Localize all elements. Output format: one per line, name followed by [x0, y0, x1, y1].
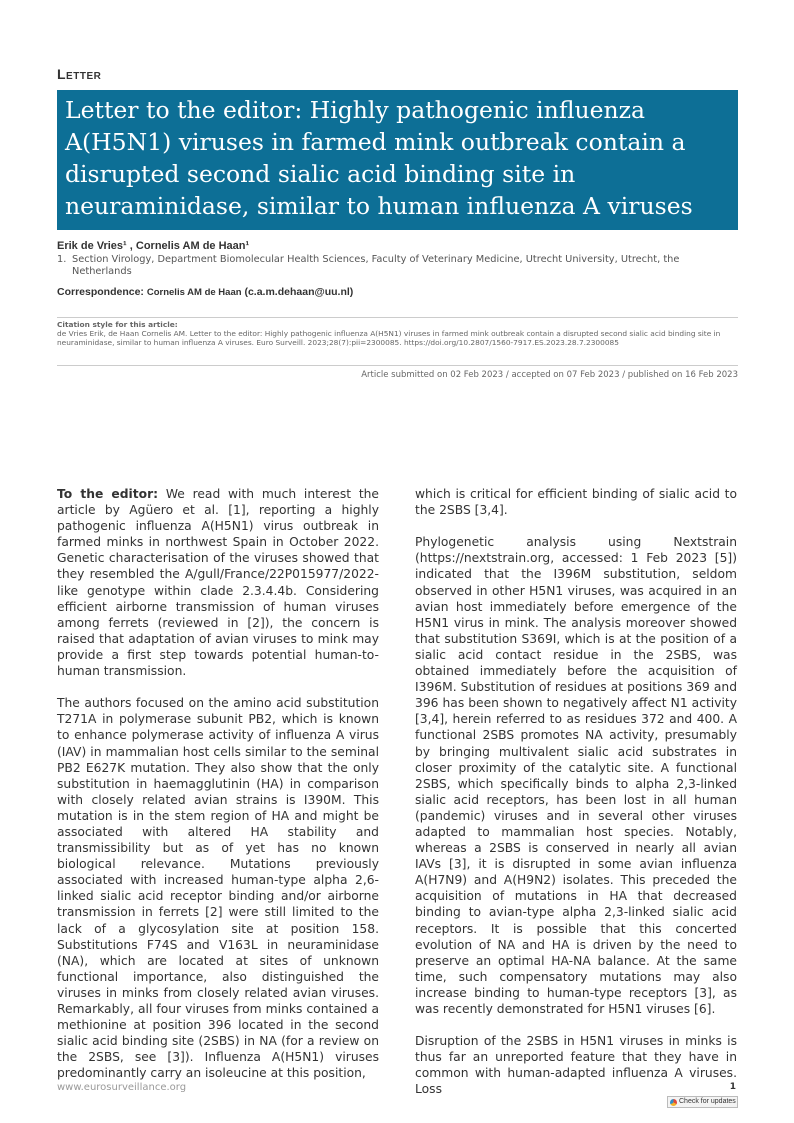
section-label: Letter: [57, 66, 102, 82]
correspondence-email[interactable]: (c.a.m.dehaan@uu.nl): [244, 286, 354, 298]
paragraph: Phylogenetic analysis using Nextstrain (https://nextstrain.org, accessed: 1 Feb 2023 [5]) indicated that the I396M substitution, seldom observed in other H5N1 viruses, was acquired in an avian host immediately before emergence of the H5N1 virus in mink. The analysis moreover showed that substitution S369I, which is at the position of a sialic acid contact residue in the 2SBS, was obtained immediately before the acquisition of I396M. Substitution of residues at positions 369 and 396 has been shown to negatively affect N1 activity [3,4], herein referred to as residues 372 and 400. A functional 2SBS promotes NA activity, presumably by bringing multivalent sialic acid substrates in closer proximity of the catalytic site. A functional 2SBS, which specifically binds to alpha 2,3-linked sialic acid receptors, has been lost in all human (pandemic) viruses and in several other viruses adapted to mammalian host species. Notably, whereas a 2SBS is conserved in nearly all avian IAVs [3], it is disrupted in some avian influenza A(H7N9) and A(H9N2) isolates. This preceded the acquisition of mutations in HA that decreased binding to avian-type alpha 2,3-linked sialic acid receptors. It is possible that this concerted evolution of NA and HA is driven by the need to preserve an optimal HA-NA balance. At the same time, such compensatory mutations may also increase binding to human-type receptors [3], as was recently demonstrated for H5N1 viruses [6].: [415, 535, 737, 1016]
correspondence-name: Cornelis AM de Haan: [146, 287, 242, 298]
paragraph: which is critical for efficient binding of sialic acid to the 2SBS [3,4].: [415, 487, 737, 518]
paragraph: [57, 486, 379, 679]
article-title: Letter to the editor: Highly pathogenic influenza A(H5N1) viruses in farmed mink outbreak contain a disrupted second sialic acid binding site in neuraminidase, similar to human influenza A viruses: [65, 96, 693, 220]
check-for-updates-label: Check for updates: [679, 1098, 736, 1105]
affiliation-number: 1.: [57, 254, 67, 265]
crossmark-icon: [670, 1099, 677, 1106]
citation-block: [57, 321, 738, 347]
correspondence: [57, 286, 353, 298]
body-column-left: [57, 486, 379, 1098]
body-column-right: [415, 486, 737, 1114]
divider: [57, 365, 738, 366]
correspondence-label: Correspondence:: [57, 286, 144, 298]
paragraph-text: We read with much interest the article by Agüero et al. [1], reporting a highly pathogenic influenza A(H5N1) virus outbreak in farmed minks in northwest Spain in October 2022. Genetic characterisation of the viruses showed that they resembled the A/gull/France/22P015977/2022-like genotype within clade 2.3.4.4b. Considering efficient airborne transmission of human viruses among ferrets (reviewed in [2]), the concern is raised that adaptation of avian viruses to mink may provide a first step towards potential human-to-human transmission.: [57, 487, 380, 679]
citation-label: Citation style for this article:: [57, 320, 178, 329]
author-list: Erik de Vries¹ , Cornelis AM de Haan¹: [57, 240, 250, 252]
paragraph-lead: To the editor:: [57, 487, 159, 501]
title-banner: [57, 90, 738, 230]
submission-dates: Article submitted on 02 Feb 2023 / accepted on 07 Feb 2023 / published on 16 Feb 2023: [361, 370, 738, 380]
footer-url[interactable]: www.eurosurveillance.org: [57, 1082, 187, 1093]
paragraph: Disruption of the 2SBS in H5N1 viruses in minks is thus far an unreported feature that they have in common with human-adapted influenza A viruses. Loss: [415, 1034, 737, 1097]
page-number: 1: [729, 1082, 736, 1092]
citation-text: de Vries Erik, de Haan Cornelis AM. Letter to the editor: Highly pathogenic influenza A(H5N1) viruses in farmed mink outbreak contain a disrupted second sialic acid binding site in neuraminidase, similar to human influenza A viruses. Euro Surveill. 2023;28(7):pii=2300085. https://doi.org/10.2807/1560-7917.ES.2023.28.7.2300085: [57, 328, 721, 347]
affiliation: [57, 254, 738, 278]
check-for-updates-button[interactable]: [667, 1096, 738, 1108]
paragraph: The authors focused on the amino acid substitution T271A in polymerase subunit PB2, which is known to enhance polymerase activity of influenza A virus (IAV) in mammalian host cells similar to the seminal PB2 E627K mutation. They also show that the only substitution in haemagglutinin (HA) in comparison with closely related avian strains is I390M. This mutation is in the stem region of HA and might be associated with altered HA stability and transmissibility but as of yet has no known biological relevance. Mutations previously associated with increased human-type alpha 2,6-linked sialic acid receptor binding and/or airborne transmission in ferrets [2] were still limited to the lack of a glycosylation site at position 158. Substitutions F74S and V163L in neuraminidase (NA), which are located at sites of unknown functional importance, also distinguished the viruses in minks from closely related avian viruses. Remarkably, all four viruses from minks contained a methionine at position 396 located in the second sialic acid binding site (2SBS) in NA (for a review on the 2SBS, see [3]). Influenza A(H5N1) viruses predominantly carry an isoleucine at this position,: [57, 696, 379, 1081]
divider: [57, 317, 738, 318]
affiliation-text: Section Virology, Department Biomolecular Health Sciences, Faculty of Veterinary Medicine, Utrecht University, Utrecht, the Netherlands: [72, 254, 680, 277]
